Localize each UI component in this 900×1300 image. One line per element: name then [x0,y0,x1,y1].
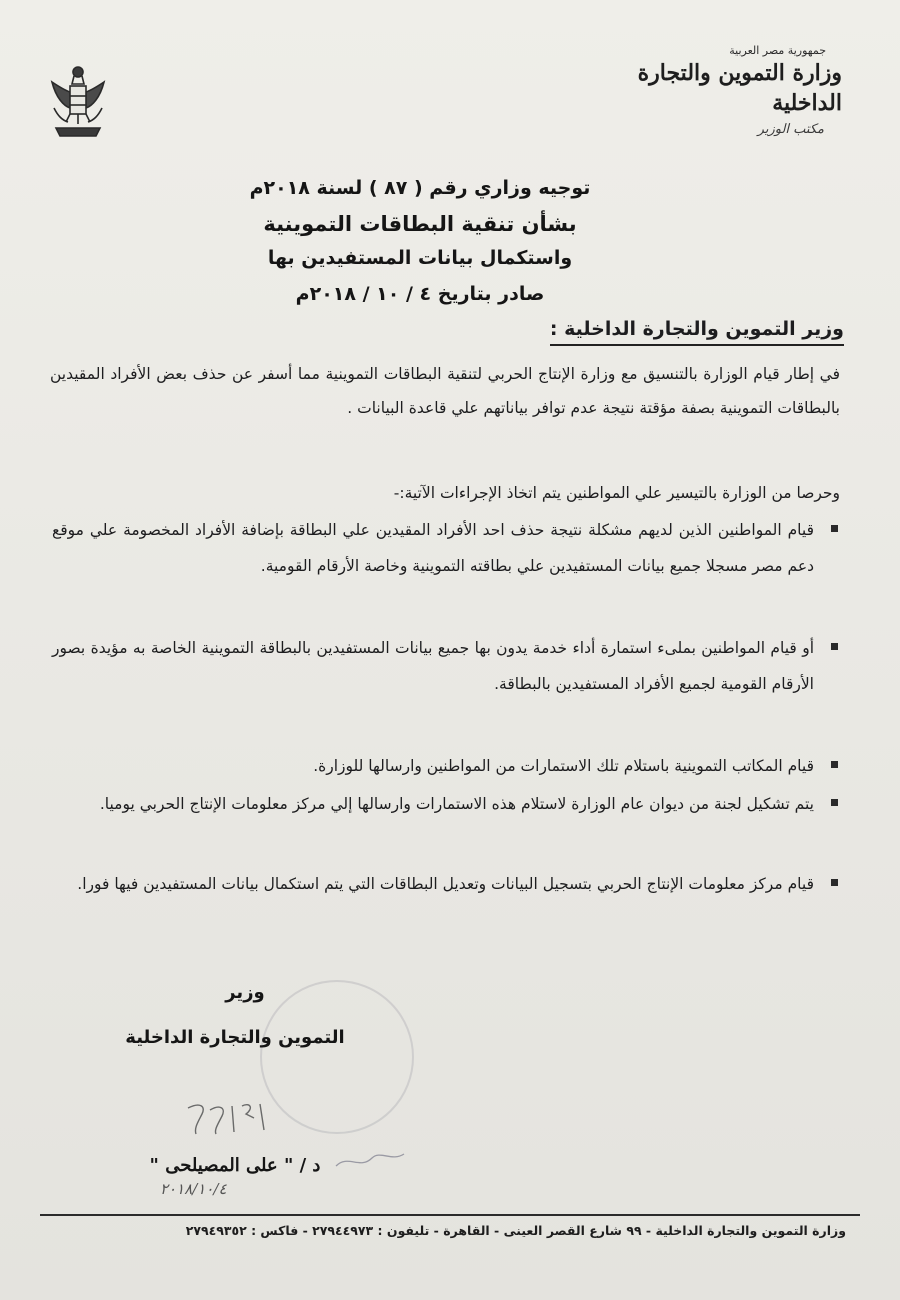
signatory-ministry: التموين والتجارة الداخلية [125,1027,345,1048]
list-item [52,512,842,584]
footer-address: وزارة التموين والتجارة الداخلية - ٩٩ شارع القصر العينى - القاهرة - تليفون : ٢٧٩٤٤٩٧٣ - فاكس : ٢٧٩٤٩٣٥٢ [185,1223,846,1238]
footer-divider [40,1214,860,1216]
letterhead-office: مكتب الوزير [757,122,824,137]
bullet-square-icon [831,761,838,768]
intro-paragraph: في إطار قيام الوزارة بالتنسيق مع وزارة الإنتاج الحربي لتنقية البطاقات التموينية مما أسفر عن حذف بعض الأفراد المقيدين بالبطاقات التموينية بصفة مؤقتة نتيجة عدم توافر بياناتهم علي قاعدة البيانات . [50,365,840,417]
signatory-title: وزير [225,982,265,1003]
letterhead-country: جمهورية مصر العربية [729,44,826,57]
handwritten-signature [180,1098,280,1138]
list-item-text: قيام المكاتب التموينية باستلام تلك الاستمارات من المواطنين وارسالها للوزارة. [313,757,814,775]
bullet-square-icon [831,525,838,532]
addressee-heading: وزير التموين والتجارة الداخلية : [550,318,844,346]
lead-paragraph: وحرصا من الوزارة بالتيسير علي المواطنين يتم اتخاذ الإجراءات الآتية:- [393,484,840,502]
letterhead-ministry: وزارة التموين والتجارة الداخلية [637,60,842,116]
list-item-text: أو قيام المواطنين بملىء استمارة أداء خدمة يدون بها جميع بيانات المستفيدين بالبطاقة التموينية الخاصة به مؤيدة بصور الأرقام القومية لجميع الأفراد المستفيدين بالبطاقة. [52,639,814,693]
list-item [52,786,842,822]
handwritten-date: ٢٠١٨/١٠/٤ [160,1180,227,1198]
handwritten-mark [330,1140,410,1180]
faint-stamp [260,980,414,1134]
bullet-square-icon [831,879,838,886]
signatory-name: د / " على المصيلحى " [149,1155,321,1176]
directive-subject: بشأن تنقية البطاقات التموينية [263,212,577,236]
bullet-square-icon [831,643,838,650]
list-item [52,748,842,784]
list-item [52,630,842,702]
directive-date: صادر بتاريخ ٤ / ١٠ / ٢٠١٨م [295,283,545,305]
bullet-square-icon [831,799,838,806]
list-item-text: قيام مركز معلومات الإنتاج الحربي بتسجيل البيانات وتعديل البطاقات التي يتم استكمال بيانات المستفيدين فيها فورا. [77,875,814,893]
directive-number: توجيه وزاري رقم ( ٨٧ ) لسنة ٢٠١٨م [249,177,591,199]
list-item-text: يتم تشكيل لجنة من ديوان عام الوزارة لاستلام هذه الاستمارات وارسالها إلي مركز معلومات الإنتاج الحربي يوميا. [99,795,814,813]
letterhead [582,44,842,142]
list-item-text: قيام المواطنين الذين لديهم مشكلة نتيجة حذف احد الأفراد المقيدين علي البطاقة بإضافة الأفراد المخصومة علي موقع دعم مصر مسجلا جميع بيانات المستفيدين علي بطاقته التموينية وخاصة الأرقام القومية. [52,521,814,575]
list-item [52,866,842,902]
directive-subject-cont: واستكمال بيانات المستفيدين بها [267,247,573,269]
eagle-emblem-icon [46,62,110,146]
